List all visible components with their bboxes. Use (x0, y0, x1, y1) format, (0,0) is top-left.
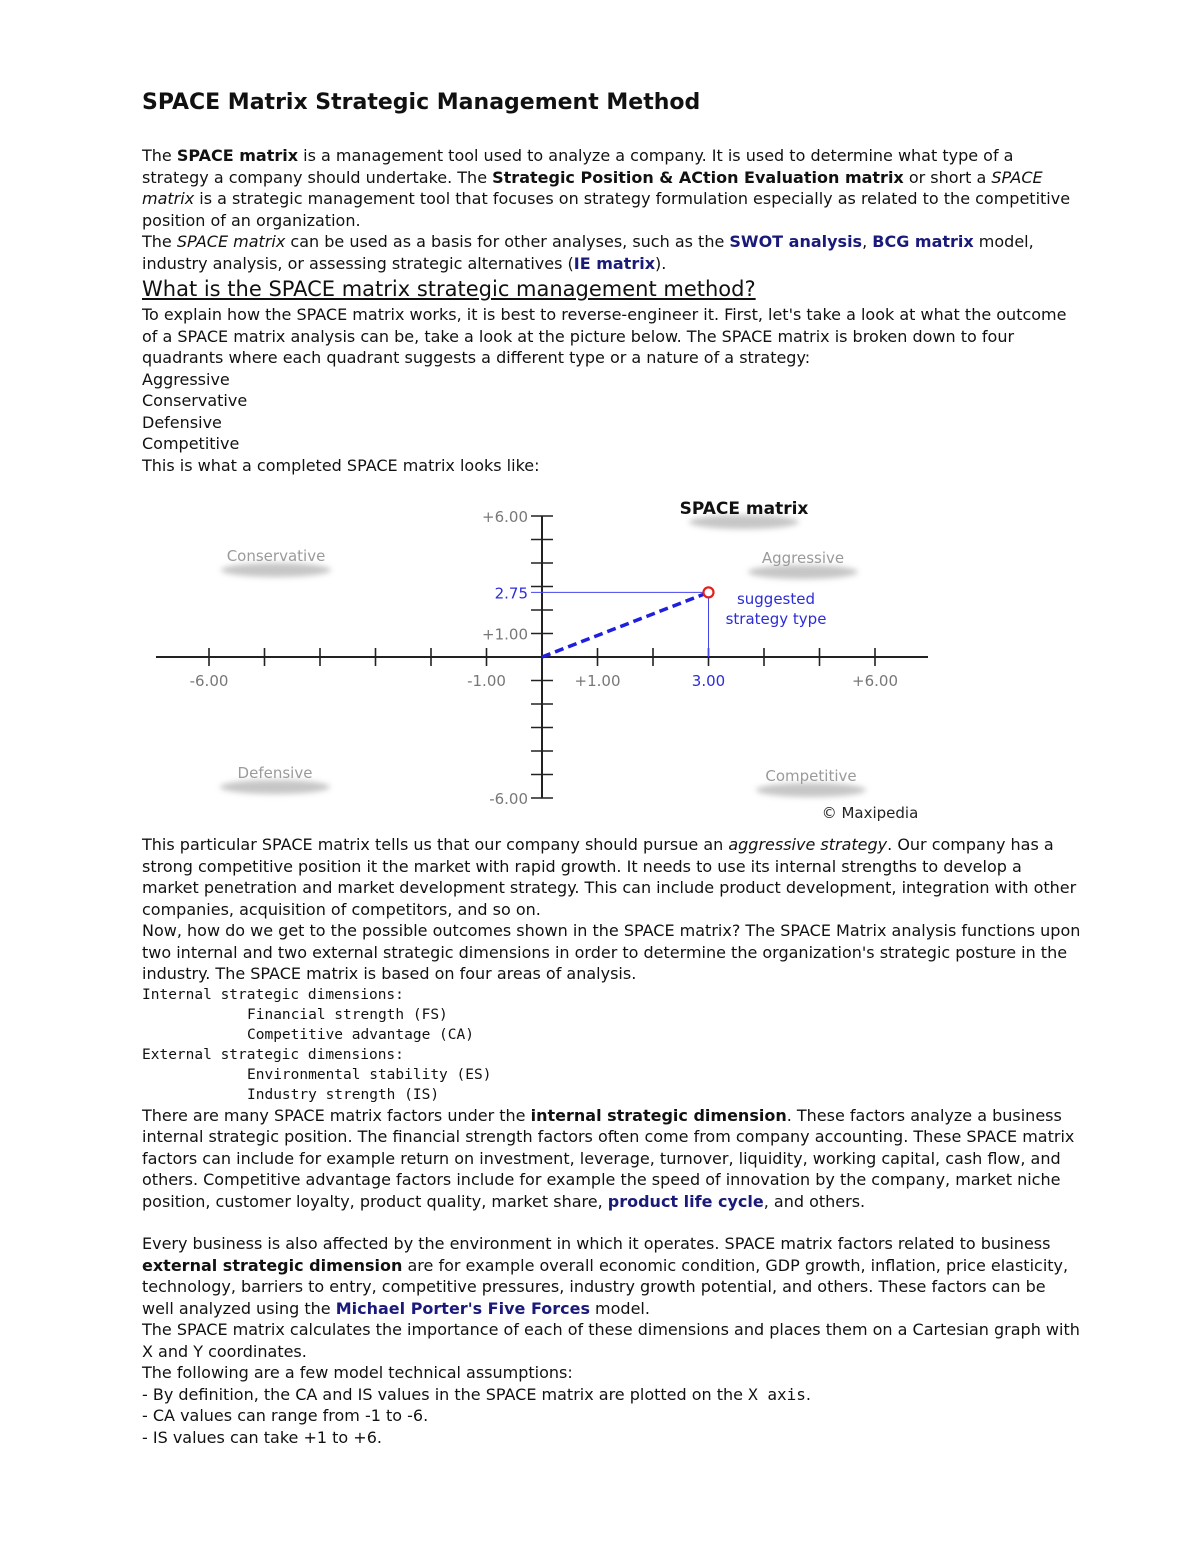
dimension-item: Competitive advantage (CA) (247, 1026, 474, 1043)
assumptions-intro: The following are a few model technical assumptions: (142, 1363, 573, 1382)
x-tick-label: -1.00 (467, 672, 506, 690)
chart-title: SPACE matrix (679, 499, 809, 519)
external-dimensions-heading: External strategic dimensions: (142, 1046, 404, 1063)
space-matrix-figure (154, 482, 954, 834)
point-label-line-1: suggested (736, 590, 816, 608)
completed-matrix-line: This is what a completed SPACE matrix looks like: (142, 455, 540, 475)
dimension-item: Industry strength (IS) (247, 1086, 440, 1103)
dimension-item: Environmental stability (ES) (247, 1066, 492, 1083)
quadrant-list-item: Competitive (142, 434, 240, 453)
quadrant-label-defensive: Defensive (237, 764, 313, 782)
outcomes-paragraph: Now, how do we get to the possible outcomes shown in the SPACE matrix? The SPACE Matrix analysis functions upon two internal and two external strategic dimensions in order to determine the organization's strategic posture in the industry. The SPACE matrix is based on four areas of analysis. (142, 921, 1081, 983)
aggressive-paragraph: This particular SPACE matrix tells us that our company should pursue an aggressive strategy. Our company has a strong competitive position it the market with rapid growth. It needs to use its internal strengths to develop a market penetration and market development strategy. This can include product development, integration with other companies, acquisition of competitors, and so on. (142, 835, 1077, 919)
dimension-item: Financial strength (FS) (247, 1006, 448, 1023)
x-tick-label: -6.00 (189, 672, 229, 690)
internal-dimensions-heading: Internal strategic dimensions: (142, 986, 404, 1003)
assumption-item: - CA values can range from -1 to -6. (142, 1406, 429, 1425)
space-matrix-chart (154, 482, 954, 834)
intro-paragraph-2: The SPACE matrix can be used as a basis for other analyses, such as the SWOT analysis, BCG matrix model, industry analysis, or assessing strategic alternatives (IE matrix). (142, 232, 1034, 273)
internal-dimension-paragraph: There are many SPACE matrix factors under the internal strategic dimension. These factors analyze a business internal strategic position. The financial strength factors often come from company accounting. These SPACE matrix factors can include for example return on investment, leverage, turnover, liquidity, working capital, cash flow, and others. Competitive advantage factors include for example the speed of innovation by the company, market niche position, customer loyalty, product quality, market share, product life cycle, and others. (142, 1105, 1075, 1211)
section-heading: What is the SPACE matrix strategic management method? (142, 277, 756, 301)
cartesian-paragraph: The SPACE matrix calculates the importance of each of these dimensions and places them on a Cartesian graph with X and Y coordinates. (142, 1320, 1080, 1361)
copyright-label: © Maxipedia (821, 804, 919, 822)
assumption-item: - IS values can take +1 to +6. (142, 1427, 382, 1447)
external-dimension-paragraph: Every business is also affected by the environment in which it operates. SPACE matrix factors related to business external strategic dimension are for example overall economic condition, GDP growth, inflation, price elasticity, technology, barriers to entry, competitive pressures, industry growth potential, and others. These factors can be well analyzed using the Michael Porter's Five Forces model. (142, 1234, 1069, 1318)
y-tick-label: -6.00 (489, 790, 528, 808)
page-title: SPACE Matrix Strategic Management Method (142, 90, 701, 115)
explain-paragraph: To explain how the SPACE matrix works, it is best to reverse-engineer it. First, let's take a look at what the outcome of a SPACE matrix analysis can be, take a look at the picture below. The SPACE matrix is broken down to four quadrants where each quadrant suggests a different type or a nature of a strategy: (142, 305, 1067, 367)
ie-matrix-link[interactable]: IE matrix (573, 253, 656, 273)
point-label-line-2: strategy type (725, 610, 827, 628)
intro-paragraph: The SPACE matrix is a management tool used to analyze a company. It is used to determine what type of a strategy a company should undertake. The Strategic Position & ACtion Evaluation matrix or short a SPACE matrix is a strategic management tool that focuses on strategy formulation especially as related to the competitive position of an organization. (142, 146, 1071, 230)
quadrant-list-item: Conservative (142, 391, 248, 410)
five-forces-link[interactable]: Michael Porter's Five Forces (335, 1298, 590, 1318)
assumption-item: - By definition, the CA and IS values in the SPACE matrix are plotted on the X axis. (142, 1384, 811, 1404)
strategy-vector (542, 592, 709, 657)
y-value-label: 2.75 (494, 584, 528, 603)
quadrant-label-conservative: Conservative (226, 547, 326, 565)
bcg-matrix-link[interactable]: BCG matrix (872, 232, 974, 251)
x-tick-label: +6.00 (852, 672, 898, 690)
strategy-point (704, 587, 714, 597)
quadrant-list-item: Defensive (142, 412, 222, 432)
swot-analysis-link[interactable]: SWOT analysis (729, 232, 863, 251)
quadrant-list-item: Aggressive (142, 369, 230, 389)
x-tick-label: +1.00 (574, 672, 621, 690)
label-shadow (221, 563, 331, 577)
label-shadow (748, 565, 858, 579)
quadrant-label-competitive: Competitive (765, 767, 857, 785)
document-page (142, 88, 1082, 1448)
y-tick-label: +1.00 (482, 625, 528, 644)
y-tick-label: +6.00 (482, 508, 528, 526)
label-shadow (756, 783, 866, 797)
label-shadow (220, 780, 330, 794)
product-life-cycle-link[interactable]: product life cycle (607, 1191, 764, 1211)
quadrant-label-aggressive: Aggressive (761, 549, 845, 567)
x-value-label: 3.00 (691, 672, 726, 690)
